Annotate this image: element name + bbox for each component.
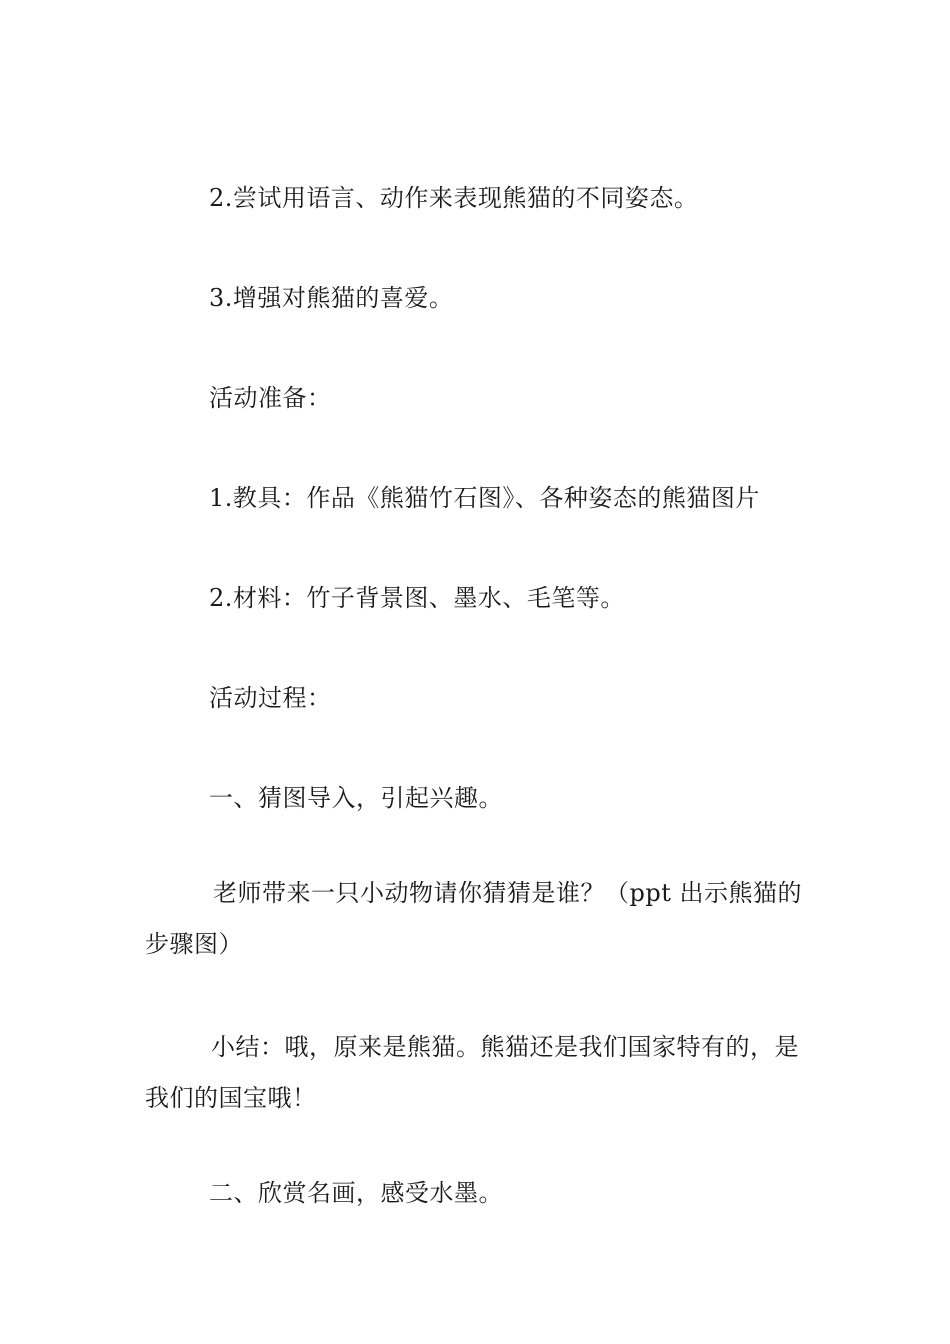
- preparation-item-1: 1.教具：作品《熊猫竹石图》、各种姿态的熊猫图片: [209, 484, 760, 512]
- goal-item-2: 2.尝试用语言、动作来表现熊猫的不同姿态。: [209, 184, 699, 212]
- process-step-1-text: 老师带来一只小动物请你猜猜是谁？（ppt 出示熊猫的步骤图）: [145, 879, 802, 958]
- section-heading-preparation: 活动准备：: [209, 384, 332, 412]
- process-step-2-heading: 二、欣赏名画，感受水墨。: [209, 1179, 503, 1207]
- goal-item-3: 3.增强对熊猫的喜爱。: [209, 284, 454, 312]
- process-step-1-summary: 小结：哦，原来是熊猫。熊猫还是我们国家特有的，是我们的国宝哦！: [145, 1033, 799, 1112]
- section-heading-process: 活动过程：: [209, 684, 332, 712]
- process-step-1-heading: 一、猜图导入，引起兴趣。: [209, 784, 503, 812]
- preparation-item-2: 2.材料：竹子背景图、墨水、毛笔等。: [209, 584, 625, 612]
